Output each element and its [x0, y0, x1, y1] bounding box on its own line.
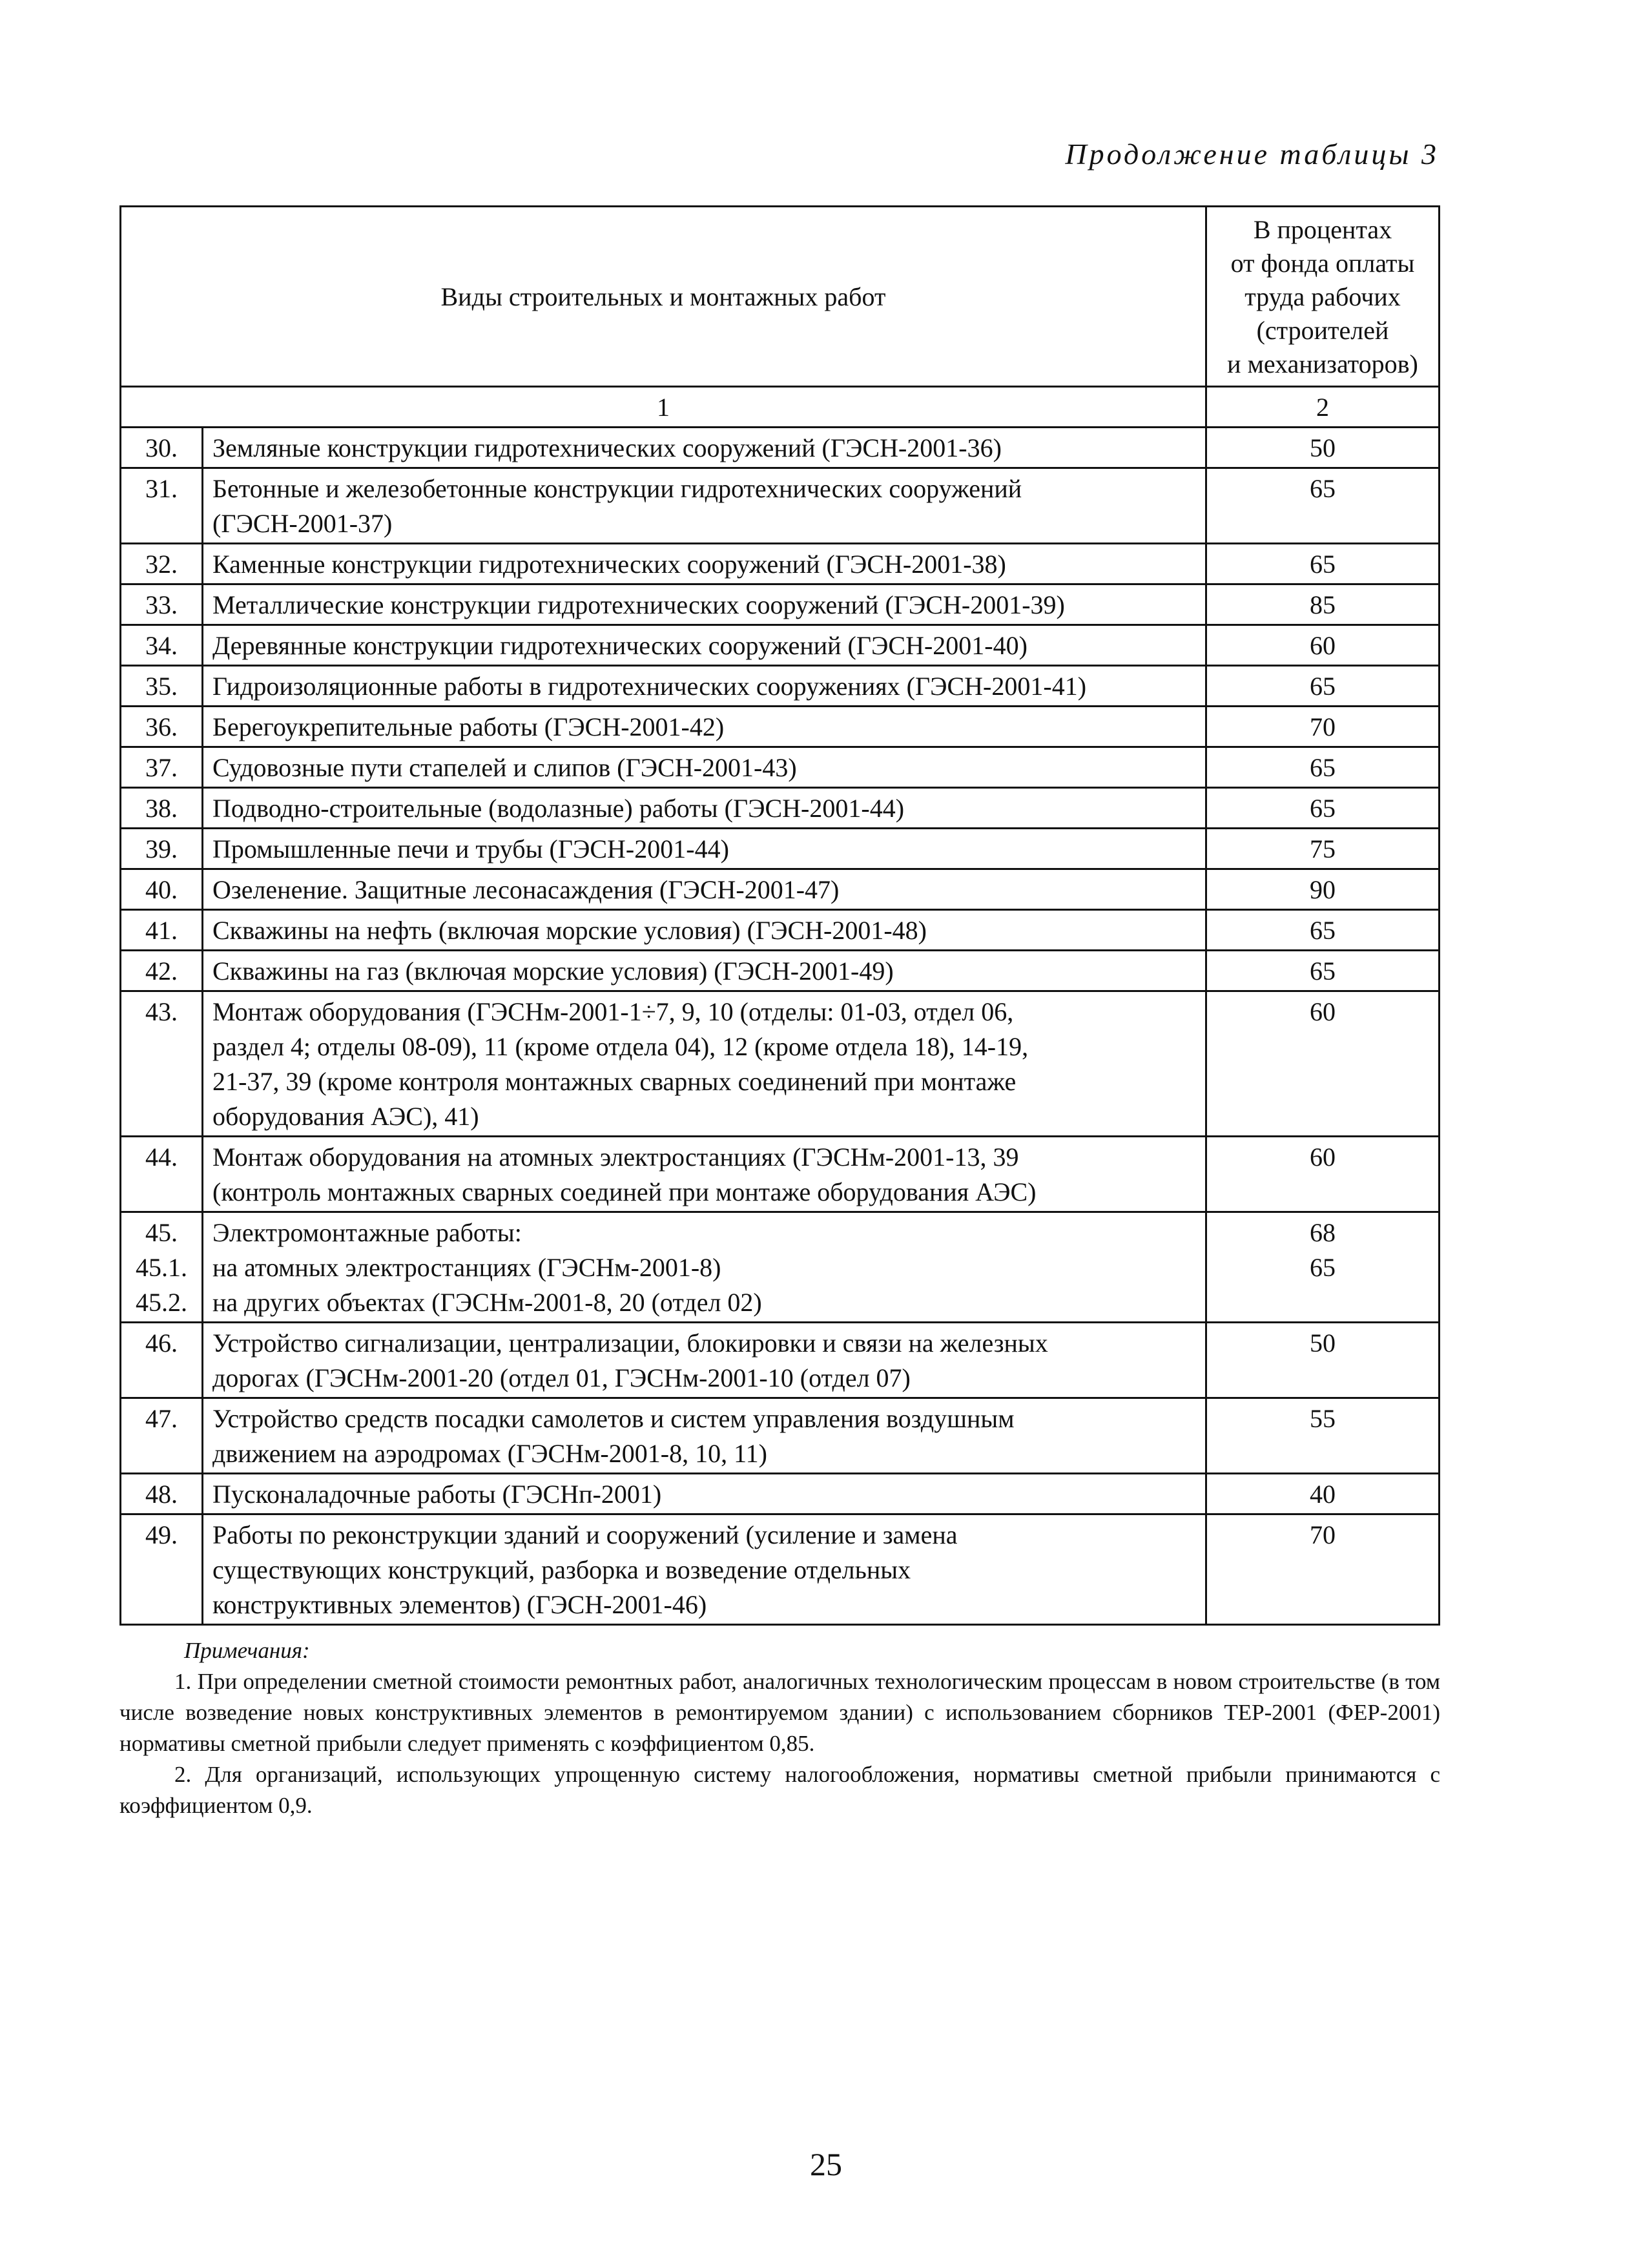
table-row — [121, 666, 1440, 707]
work-type-line: Устройство средств посадки самолетов и систем управления воздушным — [212, 1404, 1015, 1433]
work-type-line: Берегоукрепительные работы (ГЭСН-2001-42) — [212, 712, 725, 741]
work-type — [203, 910, 1206, 951]
header-percent — [1206, 207, 1440, 387]
work-type — [203, 1474, 1206, 1514]
work-type — [203, 584, 1206, 625]
percent-value-line: 65 — [1310, 550, 1336, 579]
row-number-line: 30. — [145, 433, 178, 462]
row-number-line: 48. — [145, 1480, 178, 1509]
work-type-line: Подводно-строительные (водолазные) работы (ГЭСН-2001-44) — [212, 794, 905, 823]
row-number-line: 37. — [145, 753, 178, 782]
row-number — [121, 747, 203, 788]
table-row — [121, 707, 1440, 747]
percent-value — [1206, 869, 1440, 910]
row-number — [121, 829, 203, 869]
percent-value — [1206, 910, 1440, 951]
table-header-row — [121, 207, 1440, 387]
work-type-line: дорогах (ГЭСНм-2001-20 (отдел 01, ГЭСНм-2001-10 (отдел 07) — [212, 1363, 911, 1392]
header-percent-line: В процентах — [1253, 215, 1392, 244]
work-type-line: Деревянные конструкции гидротехнических сооружений (ГЭСН-2001-40) — [212, 631, 1027, 660]
row-number-line: 49. — [145, 1520, 178, 1549]
row-number-line: 38. — [145, 794, 178, 823]
row-number-line: 39. — [145, 834, 178, 863]
column-number-2: 2 — [1206, 387, 1440, 428]
work-type — [203, 1398, 1206, 1474]
table-row — [121, 468, 1440, 544]
table-row — [121, 910, 1440, 951]
work-type — [203, 1212, 1206, 1323]
percent-value — [1206, 666, 1440, 707]
row-number — [121, 707, 203, 747]
row-number — [121, 1212, 203, 1323]
percent-value-line: 65 — [1310, 956, 1336, 986]
percent-value — [1206, 428, 1440, 468]
work-type-line: Металлические конструкции гидротехнических сооружений (ГЭСН-2001-39) — [212, 590, 1065, 619]
row-number-line: 45.1. — [136, 1253, 187, 1282]
percent-value — [1206, 829, 1440, 869]
table-row — [121, 991, 1440, 1137]
row-number-line: 34. — [145, 631, 178, 660]
work-type-line: движением на аэродромах (ГЭСНм-2001-8, 10, 11) — [212, 1439, 767, 1468]
work-type-line: (контроль монтажных сварных соединей при монтаже оборудования АЭС) — [212, 1177, 1037, 1206]
work-type-line: на атомных электростанциях (ГЭСНм-2001-8) — [212, 1253, 721, 1282]
row-number — [121, 1514, 203, 1625]
row-number — [121, 1137, 203, 1212]
table-caption: Продолжение таблицы 3 — [1065, 138, 1439, 170]
work-type-line: оборудования АЭС), 41) — [212, 1102, 479, 1131]
percent-value-line: 70 — [1310, 1520, 1336, 1549]
percent-value — [1206, 747, 1440, 788]
row-number — [121, 544, 203, 584]
percent-value — [1206, 707, 1440, 747]
row-number — [121, 584, 203, 625]
work-type-line: Каменные конструкции гидротехнических сооружений (ГЭСН-2001-38) — [212, 550, 1006, 579]
table-row — [121, 1514, 1440, 1625]
percent-value-line: 65 — [1310, 672, 1336, 701]
percent-value — [1206, 1398, 1440, 1474]
percent-value — [1206, 544, 1440, 584]
row-number — [121, 1474, 203, 1514]
percent-value — [1206, 584, 1440, 625]
table-row — [121, 788, 1440, 829]
header-percent-line: и механизаторов) — [1227, 349, 1418, 378]
table-row — [121, 869, 1440, 910]
percent-value-line: 65 — [1310, 794, 1336, 823]
percent-value — [1206, 1514, 1440, 1625]
work-type-line: Промышленные печи и трубы (ГЭСН-2001-44) — [212, 834, 729, 863]
row-number-line: 43. — [145, 997, 178, 1026]
work-type-line: Пусконаладочные работы (ГЭСНп-2001) — [212, 1480, 662, 1509]
work-type-line: Работы по реконструкции зданий и сооружений (усиление и замена — [212, 1520, 958, 1549]
table-row — [121, 428, 1440, 468]
table-row — [121, 1212, 1440, 1323]
percent-value-line: 55 — [1310, 1404, 1336, 1433]
percent-value-line: 68 — [1310, 1218, 1336, 1247]
notes-title: Примечания: — [184, 1638, 310, 1663]
work-type-line: Судовозные пути стапелей и слипов (ГЭСН-2001-43) — [212, 753, 797, 782]
work-type — [203, 1137, 1206, 1212]
row-number-line: 46. — [145, 1328, 178, 1358]
work-type-line: Земляные конструкции гидротехнических сооружений (ГЭСН-2001-36) — [212, 433, 1002, 462]
percent-value — [1206, 625, 1440, 666]
note-item: 2. Для организаций, использующих упрощенную систему налогообложения, нормативы сметной прибыли принимаются с коэффициентом 0,9. — [119, 1762, 1440, 1818]
percent-value-line: 60 — [1310, 631, 1336, 660]
percent-value-line: 65 — [1310, 753, 1336, 782]
percent-value-line: 60 — [1310, 1142, 1336, 1172]
row-number — [121, 666, 203, 707]
row-number-line: 33. — [145, 590, 178, 619]
percent-value-line: 90 — [1310, 875, 1336, 904]
work-type — [203, 544, 1206, 584]
table-row — [121, 1474, 1440, 1514]
percent-value-line: 65 — [1310, 1253, 1336, 1282]
row-number — [121, 951, 203, 991]
percent-value-line: 75 — [1310, 834, 1336, 863]
work-type-line: раздел 4; отделы 08-09), 11 (кроме отдела 04), 12 (кроме отдела 18), 14-19, — [212, 1032, 1029, 1061]
table-row — [121, 829, 1440, 869]
percent-value — [1206, 468, 1440, 544]
row-number — [121, 1398, 203, 1474]
header-percent-line: (строителей — [1256, 316, 1389, 345]
row-number — [121, 625, 203, 666]
work-type-line: Скважины на газ (включая морские условия) (ГЭСН-2001-49) — [212, 956, 894, 986]
work-type — [203, 1514, 1206, 1625]
percent-value-line: 50 — [1310, 1328, 1336, 1358]
percent-value — [1206, 951, 1440, 991]
page-number: 25 — [810, 2146, 842, 2182]
percent-value-line: 65 — [1310, 474, 1336, 503]
work-type — [203, 991, 1206, 1137]
work-type-line: Озеленение. Защитные лесонасаждения (ГЭСН-2001-47) — [212, 875, 840, 904]
percent-value-line: 85 — [1310, 590, 1336, 619]
table-row — [121, 1398, 1440, 1474]
row-number-line: 45. — [145, 1218, 178, 1247]
work-type — [203, 951, 1206, 991]
work-type-line: Бетонные и железобетонные конструкции гидротехнических сооружений — [212, 474, 1022, 503]
column-number-row — [121, 387, 1440, 428]
work-type — [203, 1323, 1206, 1398]
row-number-line: 47. — [145, 1404, 178, 1433]
work-type — [203, 747, 1206, 788]
row-number — [121, 788, 203, 829]
work-type-line: Скважины на нефть (включая морские условия) (ГЭСН-2001-48) — [212, 916, 927, 945]
work-type — [203, 468, 1206, 544]
work-type-line: на других объектах (ГЭСНм-2001-8, 20 (отдел 02) — [212, 1288, 762, 1317]
row-number-line: 32. — [145, 550, 178, 579]
notes — [119, 1635, 1440, 1821]
row-number-line: 45.2. — [136, 1288, 187, 1317]
percent-value-line: 60 — [1310, 997, 1336, 1026]
table-row — [121, 584, 1440, 625]
table-row — [121, 1323, 1440, 1398]
row-number — [121, 869, 203, 910]
table-row — [121, 1137, 1440, 1212]
work-type-line: Гидроизоляционные работы в гидротехнических сооружениях (ГЭСН-2001-41) — [212, 672, 1087, 701]
percent-value-line: 40 — [1310, 1480, 1336, 1509]
table-row — [121, 544, 1440, 584]
row-number-line: 36. — [145, 712, 178, 741]
rates-table — [119, 205, 1440, 1626]
row-number-line: 31. — [145, 474, 178, 503]
work-type — [203, 625, 1206, 666]
work-type-line: существующих конструкций, разборка и возведение отдельных — [212, 1555, 911, 1584]
percent-value — [1206, 1323, 1440, 1398]
work-type-line: конструктивных элементов) (ГЭСН-2001-46) — [212, 1590, 707, 1619]
row-number-line: 41. — [145, 916, 178, 945]
work-type — [203, 869, 1206, 910]
row-number — [121, 910, 203, 951]
work-type-line: Электромонтажные работы: — [212, 1218, 522, 1247]
header-works: Виды строительных и монтажных работ — [121, 207, 1206, 387]
row-number — [121, 428, 203, 468]
percent-value-line: 70 — [1310, 712, 1336, 741]
percent-value-line: 50 — [1310, 433, 1336, 462]
header-percent-line: труда рабочих — [1244, 282, 1401, 311]
row-number-line: 40. — [145, 875, 178, 904]
column-number-1: 1 — [121, 387, 1206, 428]
table-row — [121, 625, 1440, 666]
note-item: 1. При определении сметной стоимости ремонтных работ, аналогичных технологическим процессам в новом строительстве (в том числе возведение новых конструктивных элементов в ремонтируемом здании) с использованием сборников ТЕР-2001 (ФЕР-2001) нормативы сметной прибыли следует применять с коэффициентом 0,85. — [119, 1669, 1440, 1756]
work-type-line: Устройство сигнализации, централизации, блокировки и связи на железных — [212, 1328, 1048, 1358]
percent-value — [1206, 1137, 1440, 1212]
header-percent-line: от фонда оплаты — [1230, 249, 1415, 278]
percent-value-line: 65 — [1310, 916, 1336, 945]
row-number-line: 42. — [145, 956, 178, 986]
work-type-line: (ГЭСН-2001-37) — [212, 509, 393, 538]
row-number — [121, 1323, 203, 1398]
row-number — [121, 468, 203, 544]
work-type-line: Монтаж оборудования (ГЭСНм-2001-1÷7, 9, 10 (отделы: 01-03, отдел 06, — [212, 997, 1014, 1026]
work-type — [203, 829, 1206, 869]
row-number-line: 44. — [145, 1142, 178, 1172]
row-number — [121, 991, 203, 1137]
percent-value — [1206, 788, 1440, 829]
row-number-line: 35. — [145, 672, 178, 701]
table-row — [121, 747, 1440, 788]
percent-value — [1206, 1212, 1440, 1323]
work-type — [203, 788, 1206, 829]
work-type-line: 21-37, 39 (кроме контроля монтажных сварных соединений при монтаже — [212, 1067, 1017, 1096]
work-type — [203, 707, 1206, 747]
percent-value — [1206, 991, 1440, 1137]
percent-value — [1206, 1474, 1440, 1514]
table-row — [121, 951, 1440, 991]
work-type — [203, 666, 1206, 707]
work-type-line: Монтаж оборудования на атомных электростанциях (ГЭСНм-2001-13, 39 — [212, 1142, 1019, 1172]
work-type — [203, 428, 1206, 468]
